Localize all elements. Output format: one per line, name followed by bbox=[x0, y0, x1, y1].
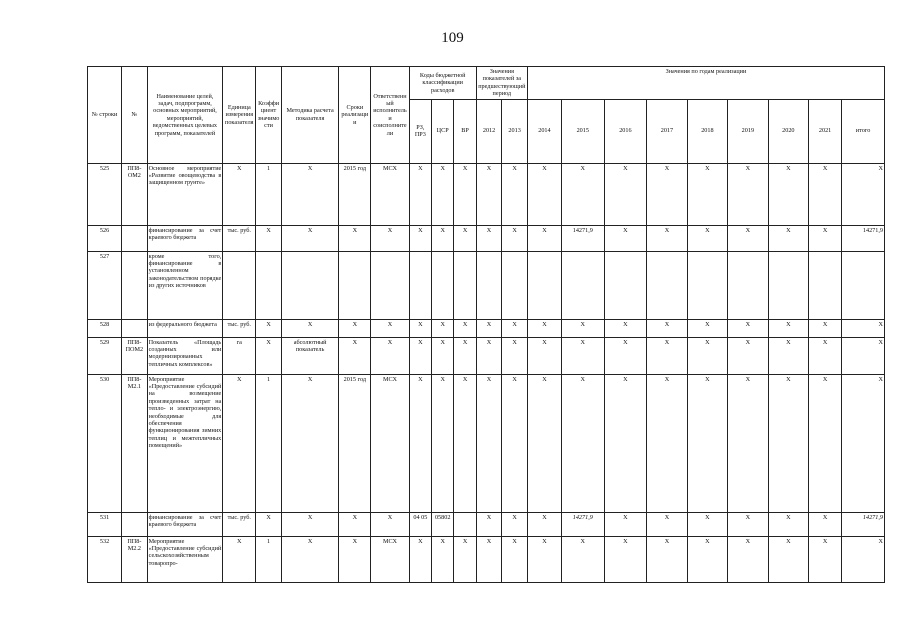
cell-c2016: X bbox=[604, 319, 647, 337]
cell-csr: X bbox=[432, 536, 454, 582]
header-2017: 2017 bbox=[647, 99, 687, 163]
cell-c2016: X bbox=[604, 225, 647, 251]
cell-c2014: X bbox=[527, 536, 561, 582]
header-by-years: Значения по годам реализации bbox=[527, 67, 884, 100]
cell-c2014: X bbox=[527, 163, 561, 225]
cell-unit: X bbox=[223, 536, 256, 582]
cell-name: Показатель «Площадь созданных или модернизированных тепличных комплексов» bbox=[147, 337, 223, 374]
cell-c2018: X bbox=[687, 536, 727, 582]
cell-c2021: X bbox=[809, 319, 842, 337]
cell-c2013: X bbox=[502, 536, 528, 582]
cell-c2021: X bbox=[809, 163, 842, 225]
cell-name: Мероприятие «Предоставление субсидий на возмещение произведенных затрат на тепло- и электроэнергию, необходимые для обеспечения функционирования зимних теплиц и межтепличных помещений» bbox=[147, 374, 223, 512]
header-budget-codes: Коды бюджетной классификации расходов bbox=[409, 67, 476, 100]
cell-resp: X bbox=[371, 337, 409, 374]
cell-c2021: X bbox=[809, 225, 842, 251]
cell-vr bbox=[454, 512, 476, 536]
cell-vr: X bbox=[454, 337, 476, 374]
table-row bbox=[88, 225, 885, 251]
header-terms: Сроки реализации bbox=[339, 67, 371, 164]
cell-method: X bbox=[281, 319, 339, 337]
header-coef: Коэффициент значимости bbox=[256, 67, 282, 164]
cell-c2013 bbox=[502, 251, 528, 319]
table-row bbox=[88, 163, 885, 225]
cell-c2013: X bbox=[502, 374, 528, 512]
cell-row: 529 bbox=[88, 337, 122, 374]
cell-num: ПП8-М2.2 bbox=[122, 536, 148, 582]
cell-unit: тыс. руб. bbox=[223, 319, 256, 337]
cell-resp: МСХ bbox=[371, 536, 409, 582]
cell-c2013: X bbox=[502, 512, 528, 536]
header-prior: Значения показателей за предшествующий период bbox=[478, 68, 526, 98]
cell-c2016: X bbox=[604, 536, 647, 582]
cell-c2014: X bbox=[527, 337, 561, 374]
cell-c2015 bbox=[561, 251, 604, 319]
cell-method bbox=[281, 251, 339, 319]
cell-coef: X bbox=[256, 337, 282, 374]
table-body bbox=[88, 163, 885, 582]
cell-c2015: X bbox=[561, 374, 604, 512]
cell-csr: X bbox=[432, 163, 454, 225]
cell-c2019: X bbox=[728, 337, 768, 374]
cell-terms bbox=[339, 251, 371, 319]
cell-rz: X bbox=[409, 337, 431, 374]
cell-method: X bbox=[281, 512, 339, 536]
cell-num bbox=[122, 512, 148, 536]
header-method: Методика расчета показателя bbox=[281, 67, 339, 164]
cell-name: Мероприятие «Предоставление субсидий сельскохозяйственным товаропро- bbox=[147, 536, 223, 582]
cell-total: X bbox=[842, 374, 885, 512]
cell-c2019: X bbox=[728, 374, 768, 512]
cell-c2016: X bbox=[604, 374, 647, 512]
cell-c2020: X bbox=[768, 374, 808, 512]
cell-c2015: X bbox=[561, 337, 604, 374]
cell-c2020 bbox=[768, 251, 808, 319]
cell-row: 526 bbox=[88, 225, 122, 251]
cell-coef: 1 bbox=[256, 163, 282, 225]
cell-method: X bbox=[281, 536, 339, 582]
cell-total: X bbox=[842, 337, 885, 374]
cell-c2015: 14271,9 bbox=[561, 225, 604, 251]
table-row bbox=[88, 337, 885, 374]
cell-c2020: X bbox=[768, 512, 808, 536]
cell-unit: X bbox=[223, 163, 256, 225]
cell-c2018: X bbox=[687, 374, 727, 512]
cell-vr: X bbox=[454, 374, 476, 512]
cell-row: 531 bbox=[88, 512, 122, 536]
cell-total: 14271,9 bbox=[842, 512, 885, 536]
cell-c2019: X bbox=[728, 225, 768, 251]
cell-c2020: X bbox=[768, 319, 808, 337]
cell-unit bbox=[223, 251, 256, 319]
cell-c2014: X bbox=[527, 225, 561, 251]
cell-c2015: 14271,9 bbox=[561, 512, 604, 536]
cell-row: 530 bbox=[88, 374, 122, 512]
cell-c2014: X bbox=[527, 374, 561, 512]
page-number: 109 bbox=[441, 30, 464, 46]
cell-num: ПП8-ОМ2 bbox=[122, 163, 148, 225]
cell-c2012: X bbox=[476, 374, 502, 512]
cell-total: X bbox=[842, 319, 885, 337]
header-unit: Единица измерения показателя bbox=[223, 67, 256, 164]
cell-resp: X bbox=[371, 319, 409, 337]
cell-name: Основное мероприятие «Развитие овощеводства в защищенном грунте» bbox=[147, 163, 223, 225]
cell-unit: тыс. руб. bbox=[223, 225, 256, 251]
cell-total: X bbox=[842, 536, 885, 582]
header-row-no: № строки bbox=[88, 67, 122, 164]
cell-c2012: X bbox=[476, 163, 502, 225]
cell-csr bbox=[432, 251, 454, 319]
cell-resp: МСХ bbox=[371, 163, 409, 225]
cell-c2014: X bbox=[527, 319, 561, 337]
header-2021: 2021 bbox=[809, 99, 842, 163]
cell-c2021: X bbox=[809, 512, 842, 536]
table-row bbox=[88, 374, 885, 512]
table-row bbox=[88, 319, 885, 337]
cell-c2020: X bbox=[768, 225, 808, 251]
cell-csr: X bbox=[432, 225, 454, 251]
cell-name: финансирование за счет краевого бюджета bbox=[147, 512, 223, 536]
cell-terms: 2015 год bbox=[339, 163, 371, 225]
cell-c2016: X bbox=[604, 337, 647, 374]
cell-c2019: X bbox=[728, 319, 768, 337]
cell-c2020: X bbox=[768, 536, 808, 582]
cell-rz: X bbox=[409, 225, 431, 251]
cell-c2019 bbox=[728, 251, 768, 319]
cell-resp: X bbox=[371, 225, 409, 251]
cell-coef: X bbox=[256, 225, 282, 251]
cell-c2013: X bbox=[502, 163, 528, 225]
table-header bbox=[88, 67, 885, 164]
cell-row: 532 bbox=[88, 536, 122, 582]
table-row bbox=[88, 512, 885, 536]
cell-rz: X bbox=[409, 536, 431, 582]
cell-num: ПП8-ПОМ2 bbox=[122, 337, 148, 374]
cell-c2018: X bbox=[687, 225, 727, 251]
cell-name: из федерального бюджета bbox=[147, 319, 223, 337]
cell-c2018: X bbox=[687, 319, 727, 337]
cell-terms: 2015 год bbox=[339, 374, 371, 512]
cell-c2021: X bbox=[809, 536, 842, 582]
cell-c2018: X bbox=[687, 512, 727, 536]
cell-c2016 bbox=[604, 251, 647, 319]
table-row bbox=[88, 536, 885, 582]
cell-c2021 bbox=[809, 251, 842, 319]
cell-c2012: X bbox=[476, 512, 502, 536]
cell-vr bbox=[454, 251, 476, 319]
cell-unit: тыс. руб. bbox=[223, 512, 256, 536]
cell-terms: X bbox=[339, 319, 371, 337]
cell-rz: X bbox=[409, 319, 431, 337]
cell-total: 14271,9 bbox=[842, 225, 885, 251]
cell-c2017: X bbox=[647, 225, 687, 251]
cell-num bbox=[122, 319, 148, 337]
cell-c2018: X bbox=[687, 337, 727, 374]
cell-num bbox=[122, 225, 148, 251]
cell-vr: X bbox=[454, 319, 476, 337]
cell-rz: X bbox=[409, 163, 431, 225]
cell-method: абсолютный показатель bbox=[281, 337, 339, 374]
cell-c2012 bbox=[476, 251, 502, 319]
cell-resp: X bbox=[371, 512, 409, 536]
cell-terms: X bbox=[339, 536, 371, 582]
cell-c2016: X bbox=[604, 163, 647, 225]
header-2018: 2018 bbox=[687, 99, 727, 163]
cell-total bbox=[842, 251, 885, 319]
header-2015: 2015 bbox=[561, 99, 604, 163]
header-2013: 2013 bbox=[502, 99, 528, 163]
cell-c2017: X bbox=[647, 163, 687, 225]
cell-c2014: X bbox=[527, 512, 561, 536]
cell-rz: 04 05 bbox=[409, 512, 431, 536]
cell-vr: X bbox=[454, 163, 476, 225]
cell-num: ПП8-М2.1 bbox=[122, 374, 148, 512]
header-2014: 2014 bbox=[527, 99, 561, 163]
header-rz: РЗ, ПР3 bbox=[409, 99, 431, 163]
header-2019: 2019 bbox=[728, 99, 768, 163]
cell-csr: 05802 bbox=[432, 512, 454, 536]
header-csr: ЦСР bbox=[432, 99, 454, 163]
cell-name: финансирование за счет краевого бюджета bbox=[147, 225, 223, 251]
cell-terms: X bbox=[339, 512, 371, 536]
cell-c2012: X bbox=[476, 337, 502, 374]
cell-c2021: X bbox=[809, 337, 842, 374]
cell-vr: X bbox=[454, 536, 476, 582]
cell-coef: 1 bbox=[256, 536, 282, 582]
cell-unit: X bbox=[223, 374, 256, 512]
cell-c2012: X bbox=[476, 319, 502, 337]
header-name: Наименование целей, задач, подпрограмм, основных мероприятий, мероприятий, ведомственных целевых программ, показателей bbox=[147, 67, 223, 164]
program-table bbox=[87, 66, 885, 583]
cell-rz bbox=[409, 251, 431, 319]
cell-row: 527 bbox=[88, 251, 122, 319]
header-total: итого bbox=[842, 99, 885, 163]
cell-c2016: X bbox=[604, 512, 647, 536]
cell-coef: X bbox=[256, 512, 282, 536]
cell-coef: X bbox=[256, 319, 282, 337]
cell-terms: X bbox=[339, 225, 371, 251]
cell-row: 528 bbox=[88, 319, 122, 337]
cell-c2014 bbox=[527, 251, 561, 319]
cell-resp bbox=[371, 251, 409, 319]
header-2016: 2016 bbox=[604, 99, 647, 163]
cell-c2020: X bbox=[768, 337, 808, 374]
cell-c2019: X bbox=[728, 512, 768, 536]
cell-c2015: X bbox=[561, 536, 604, 582]
cell-coef: 1 bbox=[256, 374, 282, 512]
table-row bbox=[88, 251, 885, 319]
cell-c2017: X bbox=[647, 512, 687, 536]
cell-c2017: X bbox=[647, 374, 687, 512]
cell-c2015: X bbox=[561, 319, 604, 337]
cell-c2017: X bbox=[647, 536, 687, 582]
cell-c2017: X bbox=[647, 337, 687, 374]
cell-c2019: X bbox=[728, 536, 768, 582]
cell-csr: X bbox=[432, 319, 454, 337]
cell-c2013: X bbox=[502, 337, 528, 374]
cell-csr: X bbox=[432, 337, 454, 374]
cell-c2015: X bbox=[561, 163, 604, 225]
cell-c2020: X bbox=[768, 163, 808, 225]
header-2020: 2020 bbox=[768, 99, 808, 163]
cell-method: X bbox=[281, 163, 339, 225]
cell-unit: га bbox=[223, 337, 256, 374]
cell-c2012: X bbox=[476, 536, 502, 582]
cell-coef bbox=[256, 251, 282, 319]
cell-row: 525 bbox=[88, 163, 122, 225]
cell-c2018: X bbox=[687, 163, 727, 225]
cell-num bbox=[122, 251, 148, 319]
cell-vr: X bbox=[454, 225, 476, 251]
cell-c2012: X bbox=[476, 225, 502, 251]
cell-c2017: X bbox=[647, 319, 687, 337]
cell-name: кроме того, финансирование в установленном законодательством порядке из других источников bbox=[147, 251, 223, 319]
cell-c2021: X bbox=[809, 374, 842, 512]
cell-resp: МСХ bbox=[371, 374, 409, 512]
cell-terms: X bbox=[339, 337, 371, 374]
cell-rz: X bbox=[409, 374, 431, 512]
cell-c2013: X bbox=[502, 225, 528, 251]
cell-c2017 bbox=[647, 251, 687, 319]
cell-method: X bbox=[281, 225, 339, 251]
cell-c2018 bbox=[687, 251, 727, 319]
header-num: № bbox=[122, 67, 148, 164]
cell-c2019: X bbox=[728, 163, 768, 225]
header-resp: Ответственный исполнитель и соисполнители bbox=[371, 67, 409, 164]
header-vr: ВР bbox=[454, 99, 476, 163]
cell-c2013: X bbox=[502, 319, 528, 337]
cell-method: X bbox=[281, 374, 339, 512]
cell-csr: X bbox=[432, 374, 454, 512]
cell-total: X bbox=[842, 163, 885, 225]
header-2012: 2012 bbox=[476, 99, 502, 163]
